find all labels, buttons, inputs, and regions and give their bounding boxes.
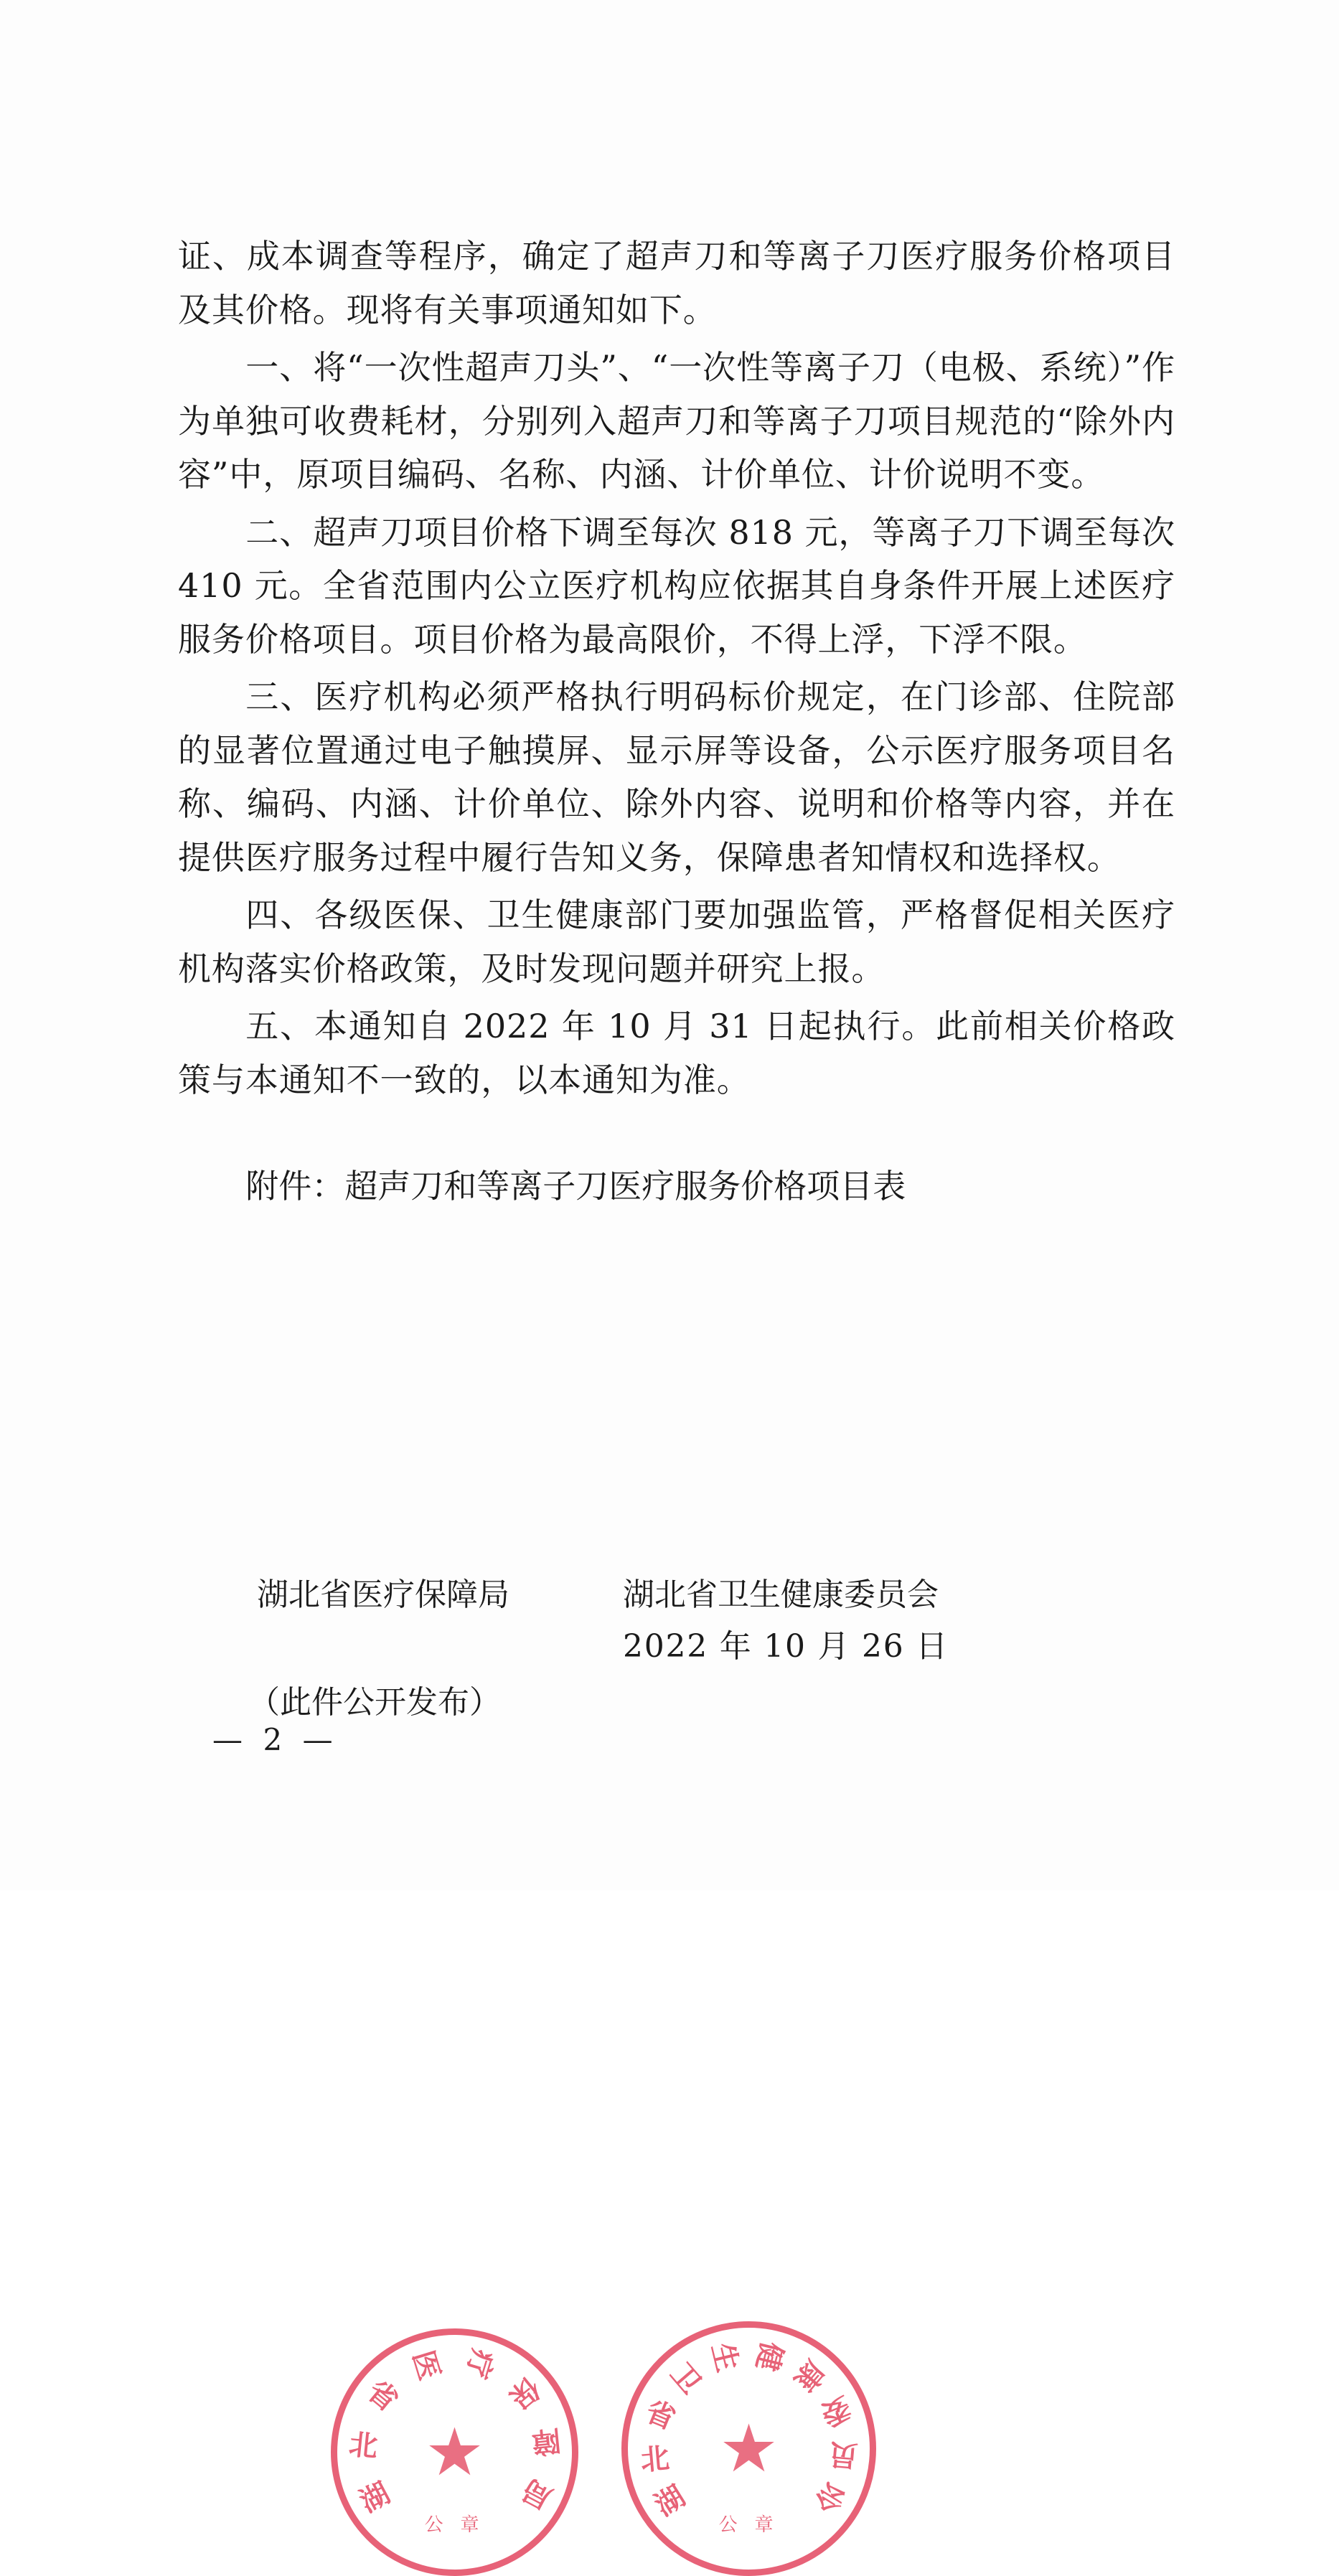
seal-ring-char: 北 — [639, 2440, 671, 2477]
page-number: — 2 — — [212, 1722, 339, 1757]
seal-ring-char: 北 — [347, 2427, 380, 2464]
seal-ring-char: 健 — [748, 2338, 789, 2374]
seal-ring-char: 局 — [516, 2471, 558, 2516]
paragraph-item-5: 五、本通知自 2022 年 10 月 31 日起执行。此前相关价格政策与本通知不一致的，以本通知为准。 — [178, 1007, 1175, 1099]
paragraph-item-4: 四、各级医保、卫生健康部门要加强监管，严格督促相关医疗机构落实价格政策，及时发现问题并研究上报。 — [178, 896, 1175, 988]
seal-ring-char: 生 — [705, 2338, 745, 2375]
seal-ring-char: 省 — [360, 2373, 405, 2418]
seal-ring-char: 湖 — [648, 2478, 691, 2523]
paragraph-item-1: 一、将“一次性超声刀头”、“一次性等离子刀（电极、系统）”作为单独可收费耗材，分别列入超声刀和等离子刀项目规范的“除外内容”中，原项目编码、名称、内涵、计价单位、计价说明不变。 — [178, 348, 1175, 494]
attachment-line: 附件：超声刀和等离子刀医疗服务价格项目表 — [245, 1167, 906, 1206]
seal-ring-char: 卫 — [663, 2356, 708, 2400]
seal-ring-char: 员 — [827, 2436, 860, 2473]
seal-medical-insurance-bureau — [331, 2328, 578, 2576]
star-icon: ★ — [425, 2413, 484, 2491]
signature-area — [178, 1457, 1175, 2536]
seal-ring-char: 障 — [530, 2422, 562, 2460]
paragraph-item-3: 三、医疗机构必须严格执行明码标价规定，在门诊部、住院部的显著位置通过电子触摸屏、显示屏等设备，公示医疗服务项目名称、编码、内涵、计价单位、除外内容、说明和价格等内容，并在提供医疗服务过程中履行告知义务，保障患者知情权和选择权。 — [178, 677, 1175, 877]
seal-ring-char: 湖 — [354, 2476, 395, 2519]
signature-left-org: 湖北省医疗保障局 — [257, 1576, 509, 1613]
signature-right-org: 湖北省卫生健康委员会 — [623, 1576, 939, 1613]
signature-date: 2022 年 10 月 26 日 — [623, 1628, 949, 1665]
seal-ring-char: 省 — [640, 2394, 680, 2436]
seal-ring-char: 委 — [816, 2389, 855, 2432]
seal-health-commission — [621, 2321, 876, 2576]
document-body — [178, 230, 1175, 1213]
seal-ring-char: 医 — [405, 2346, 446, 2384]
seal-ring-char: 会 — [809, 2475, 852, 2519]
seal-ring-char: 康 — [786, 2353, 832, 2397]
paragraph-intro: 证、成本调查等程序，确定了超声刀和等离子刀医疗服务价格项目及其价格。现将有关事项通知如下。 — [178, 237, 1175, 329]
seal-ring-char: 疗 — [459, 2345, 500, 2383]
seal-ring-char: 保 — [502, 2370, 546, 2415]
seal-right-sub-text: 公 章 — [718, 2514, 779, 2536]
seal-left-sub-text: 公 章 — [424, 2514, 485, 2536]
signature-public-note: （此件公开发布） — [248, 1684, 501, 1721]
paragraph-item-2: 二、超声刀项目价格下调至每次 818 元，等离子刀下调至每次 410 元。全省范围内公立医疗机构应依据其自身条件开展上述医疗服务价格项目。项目价格为最高限价，不得上浮，下浮不限。 — [178, 512, 1175, 659]
star-icon: ★ — [719, 2410, 779, 2487]
